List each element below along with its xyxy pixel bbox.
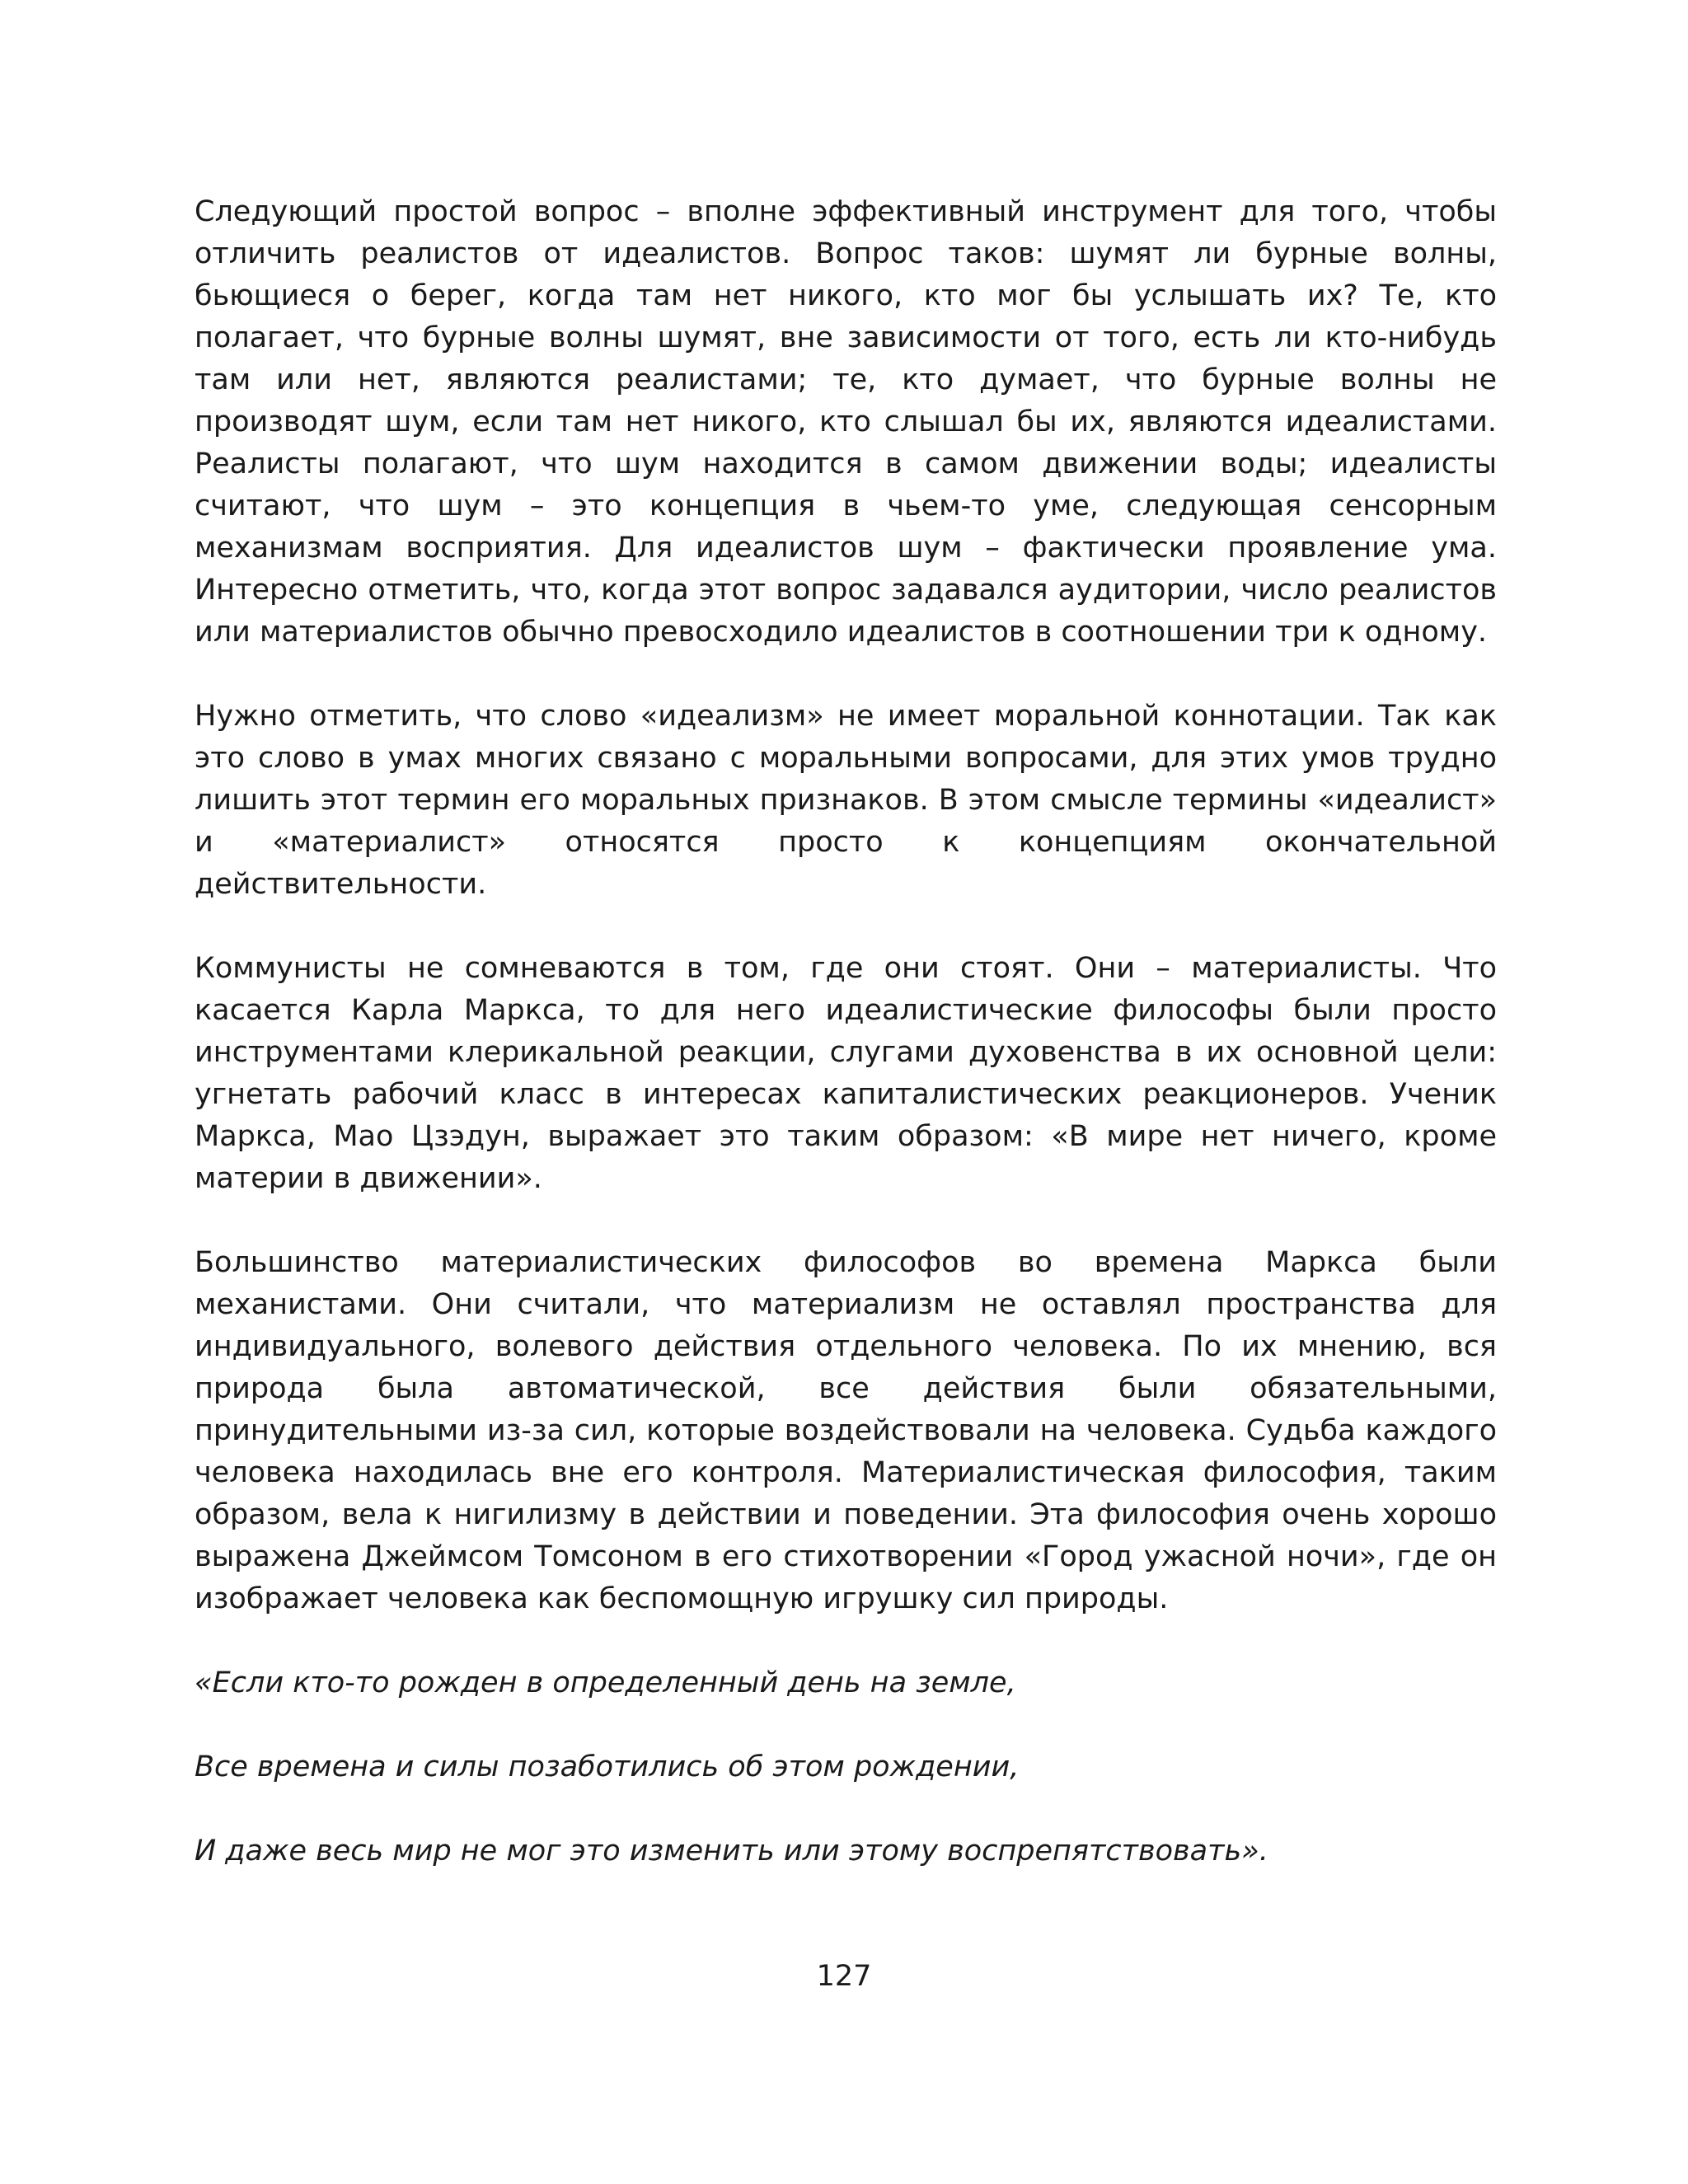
- paragraph-communists: Коммунисты не сомневаются в том, где они стоят. Они – материалисты. Что касается Карла Маркса, то для него идеалистические философы были просто инструментами клерикальной реакции, слугами духовенства в их основной цели: угнетать рабочий класс в интересах капиталистических реакционеров. Ученик Маркса, Мао Цзэдун, выражает это таким образом: «В мире нет ничего, кроме материи в движении».: [195, 952, 1497, 1195]
- verse-line-3: И даже весь мир не мог это изменить или этому воспрепятствовать».: [195, 1835, 1268, 1868]
- verse-line-1: «Если кто-то рожден в определенный день на земле,: [195, 1666, 1016, 1699]
- paragraph-mechanists: Большинство материалистических философов во времена Маркса были механистами. Они считали, что материализм не оставлял пространства для индивидуального, волевого действия отдельного человека. По их мнению, вся природа была автоматической, все действия были обязательными, принудительными из-за сил, которые воздействовали на человека. Судьба каждого человека находилась вне его контроля. Материалистическая философия, таким образом, вела к нигилизму в действии и поведении. Эта философия очень хорошо выражена Джеймсом Томсоном в его стихотворении «Город ужасной ночи», где он изображает человека как беспомощную игрушку сил природы.: [195, 1246, 1497, 1615]
- page-body: [195, 191, 1497, 1915]
- paragraph-realists-idealists: Следующий простой вопрос – вполне эффективный инструмент для того, чтобы отличить реалистов от идеалистов. Вопрос таков: шумят ли бурные волны, бьющиеся о берег, когда там нет никого, кто мог бы услышать их? Те, кто полагает, что бурные волны шумят, вне зависимости от того, есть ли кто-нибудь там или нет, являются реалистами; те, кто думает, что бурные волны не производят шум, если там нет никого, кто слышал бы их, являются идеалистами. Реалисты полагают, что шум находится в самом движении воды; идеалисты считают, что шум – это концепция в чьем-то уме, следующая сенсорным механизмам восприятия. Для идеалистов шум – фактически проявление ума. Интересно отметить, что, когда этот вопрос задавался аудитории, число реалистов или материалистов обычно превосходило идеалистов в соотношении три к одному.: [195, 195, 1497, 649]
- paragraph-idealism-connotation: Нужно отметить, что слово «идеализм» не имеет моральной коннотации. Так как это слово в умах многих связано с моральными вопросами, для этих умов трудно лишить этот термин его моральных признаков. В этом смысле термины «идеалист» и «материалист» относятся просто к концепциям окончательной действительности.: [195, 700, 1497, 901]
- page-number: 127: [816, 1960, 872, 1993]
- verse-line-2: Все времена и силы позаботились об этом рождении,: [195, 1750, 1020, 1783]
